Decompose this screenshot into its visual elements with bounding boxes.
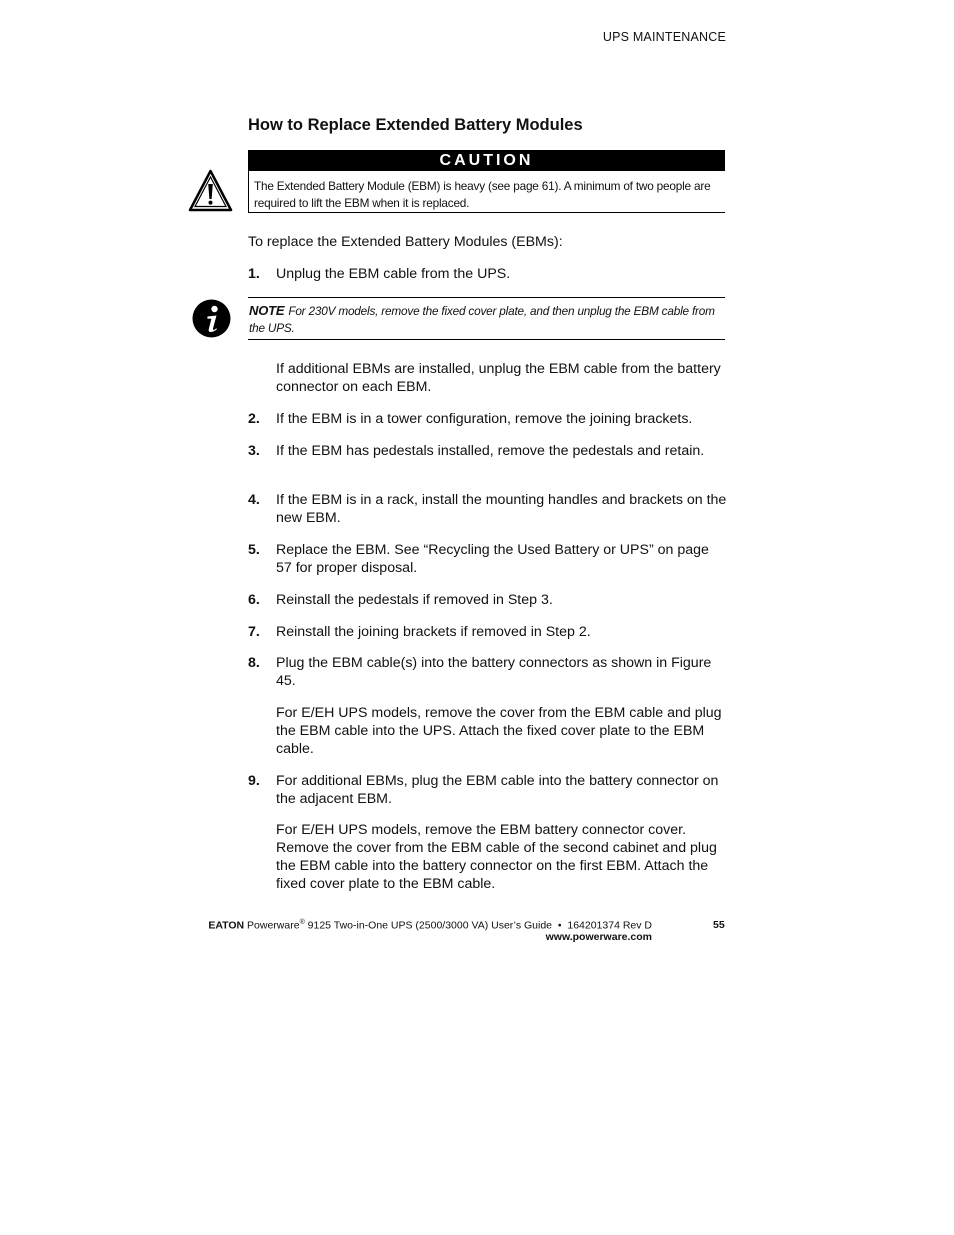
step-text: If the EBM is in a rack, install the mounting handles and brackets on the new EBM. xyxy=(276,492,727,526)
step-7 xyxy=(248,623,728,641)
step-2 xyxy=(248,410,728,428)
step-text: For additional EBMs, plug the EBM cable into the battery connector on the adjacent EBM. xyxy=(276,773,719,807)
intro-text: To replace the Extended Battery Modules (EBMs): xyxy=(248,234,563,250)
step-text: Unplug the EBM cable from the UPS. xyxy=(276,266,511,282)
step-number: 5. xyxy=(248,542,260,558)
step-5 xyxy=(248,541,728,577)
step-9-continuation: For E/EH UPS models, remove the EBM battery connector cover. Remove the cover from the EBM cable of the second cabinet and plug the EBM cable into the battery connector on the first EBM. Attach the fixed cover plate to the EBM cable. xyxy=(276,822,717,892)
step-number: 2. xyxy=(248,411,260,427)
footer-brand: EATON xyxy=(208,919,245,932)
step-number: 6. xyxy=(248,592,260,608)
section-title: How to Replace Extended Battery Modules xyxy=(248,116,583,134)
step-text: Plug the EBM cable(s) into the battery connectors as shown in Figure 45. xyxy=(276,655,712,689)
running-head: UPS MAINTENANCE xyxy=(602,30,726,44)
step-number: 1. xyxy=(248,266,260,282)
step-number: 9. xyxy=(248,773,260,789)
footer-guide-title: 9125 Two-in-One UPS (2500/3000 VA) User’s Guide • 164201374 Rev D xyxy=(304,919,652,932)
step-8-continuation: For E/EH UPS models, remove the cover from the EBM cable and plug the EBM cable into the UPS. Attach the fixed cover plate to the EBM cable. xyxy=(276,705,722,757)
warning-triangle-icon xyxy=(188,168,233,213)
step-text: Reinstall the joining brackets if removed in Step 2. xyxy=(276,624,591,640)
step-6 xyxy=(248,591,728,609)
step-number: 3. xyxy=(248,443,260,459)
note-box xyxy=(248,297,725,340)
step-8 xyxy=(248,654,728,690)
step-number: 8. xyxy=(248,655,260,671)
step-number: 4. xyxy=(248,492,260,508)
step-text: Reinstall the pedestals if removed in Step 3. xyxy=(276,592,553,608)
step-3 xyxy=(248,442,728,460)
note-text: For 230V models, remove the fixed cover plate, and then unplug the EBM cable from the UPS. xyxy=(249,304,715,335)
step-text: If the EBM is in a tower configuration, remove the joining brackets. xyxy=(276,411,693,427)
step-number: 7. xyxy=(248,624,260,640)
step-1 xyxy=(248,265,728,283)
step-4 xyxy=(248,491,728,527)
step-text: Replace the EBM. See “Recycling the Used Battery or UPS” on page 57 for proper disposal. xyxy=(276,542,709,576)
footer-line xyxy=(208,919,652,932)
footer-product: Powerware xyxy=(247,919,300,932)
caution-banner: CAUTION xyxy=(248,150,725,171)
step-1-continuation: If additional EBMs are installed, unplug the EBM cable from the battery connector on each EBM. xyxy=(276,361,721,395)
page-number: 55 xyxy=(713,919,725,931)
note-label: NOTE xyxy=(249,303,285,318)
registered-mark: ® xyxy=(299,919,305,926)
caution-text: The Extended Battery Module (EBM) is heavy (see page 61). A minimum of two people are required to lift the EBM when it is replaced. xyxy=(248,171,725,213)
step-text: If the EBM has pedestals installed, remove the pedestals and retain. xyxy=(276,443,705,459)
info-icon xyxy=(192,299,231,338)
footer-url: www.powerware.com xyxy=(545,931,652,943)
step-9 xyxy=(248,772,728,808)
